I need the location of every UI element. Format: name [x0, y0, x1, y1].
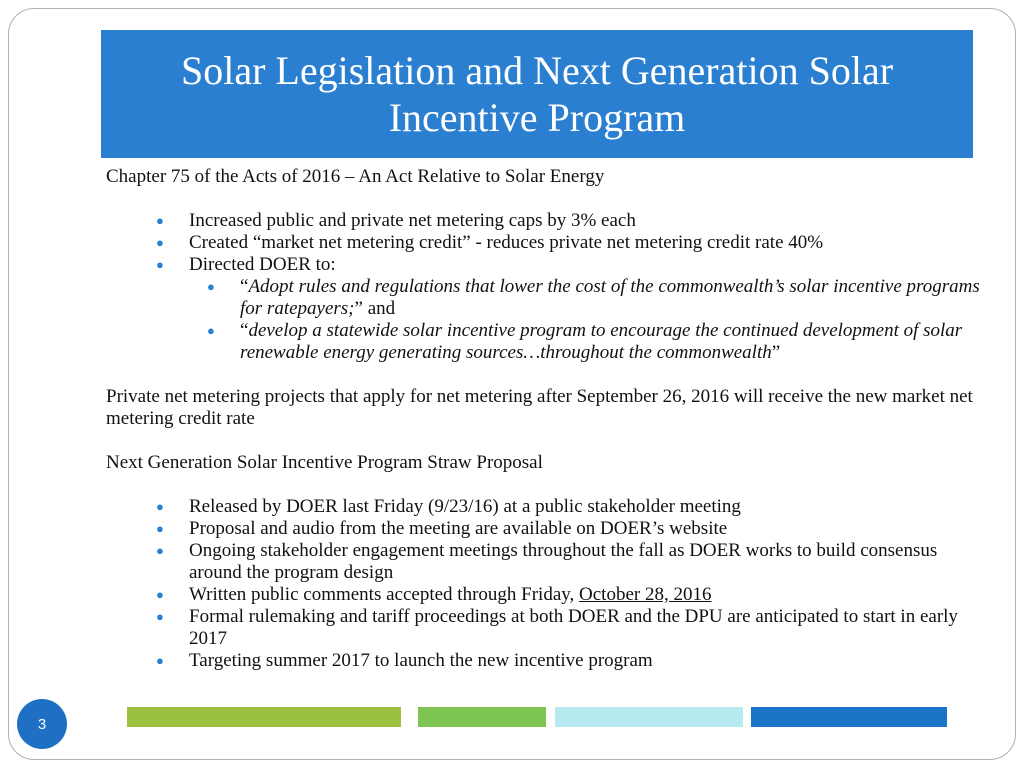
bullet-icon: ●	[156, 257, 164, 272]
title-line-2: Incentive Program	[388, 95, 686, 140]
bullet-icon: ●	[156, 213, 164, 228]
page-number: 3	[37, 715, 47, 733]
bullet-icon: ●	[156, 543, 164, 558]
list-item: ● Written public comments accepted through Friday, October 28, 2016	[156, 584, 712, 605]
section2-text: Private net metering projects that apply for net metering after September 26, 2016 will receive the new market net metering credit rate	[106, 386, 973, 429]
comment-deadline-link[interactable]: October 28, 2016	[579, 584, 712, 605]
list-item: ● Increased public and private net metering caps by 3% each	[156, 210, 636, 231]
list-item: ● Targeting summer 2017 to launch the new incentive program	[156, 650, 653, 671]
list-item: ● Released by DOER last Friday (9/23/16) at a public stakeholder meeting	[156, 496, 741, 517]
slide-body	[106, 166, 986, 672]
page-number-badge	[17, 699, 67, 749]
footer-bar-green	[127, 707, 401, 727]
bullet-icon: ●	[156, 609, 164, 624]
section3-heading: Next Generation Solar Incentive Program Straw Proposal	[106, 452, 543, 473]
sub-list-item: ● “Adopt rules and regulations that lower the cost of the commonwealth’s solar incentive programs for ratepayers;” and	[207, 276, 980, 319]
title-banner	[101, 30, 973, 158]
list-item: ● Proposal and audio from the meeting are available on DOER’s website	[156, 518, 728, 539]
bullet-icon: ●	[156, 587, 164, 602]
bullet-icon: ●	[207, 279, 215, 294]
bullet-icon: ●	[156, 499, 164, 514]
section1-bullets	[106, 210, 986, 364]
list-item: ● Created “market net metering credit” - reduces private net metering credit rate 40%	[156, 232, 824, 253]
slide-title	[181, 47, 893, 141]
bullet-icon: ●	[156, 653, 164, 668]
bullet-icon: ●	[156, 521, 164, 536]
footer-bar-blue	[751, 707, 947, 727]
list-item: ● Ongoing stakeholder engagement meetings throughout the fall as DOER works to build consensus around the program design	[156, 540, 938, 583]
footer-bar-light-green	[418, 707, 546, 727]
bullet-icon: ●	[156, 235, 164, 250]
section1-heading: Chapter 75 of the Acts of 2016 – An Act Relative to Solar Energy	[106, 166, 605, 187]
list-item: ● Formal rulemaking and tariff proceedings at both DOER and the DPU are anticipated to start in early 2017	[156, 606, 958, 649]
section3-bullets	[106, 496, 986, 672]
bullet-icon: ●	[207, 323, 215, 338]
footer-bar-light-blue	[555, 707, 743, 727]
sub-list-item: ● “develop a statewide solar incentive program to encourage the continued development of solar renewable energy generating sources…throughout the commonwealth”	[207, 320, 963, 363]
title-line-1: Solar Legislation and Next Generation Solar	[180, 48, 894, 93]
list-item: ● Directed DOER to:	[156, 254, 336, 275]
